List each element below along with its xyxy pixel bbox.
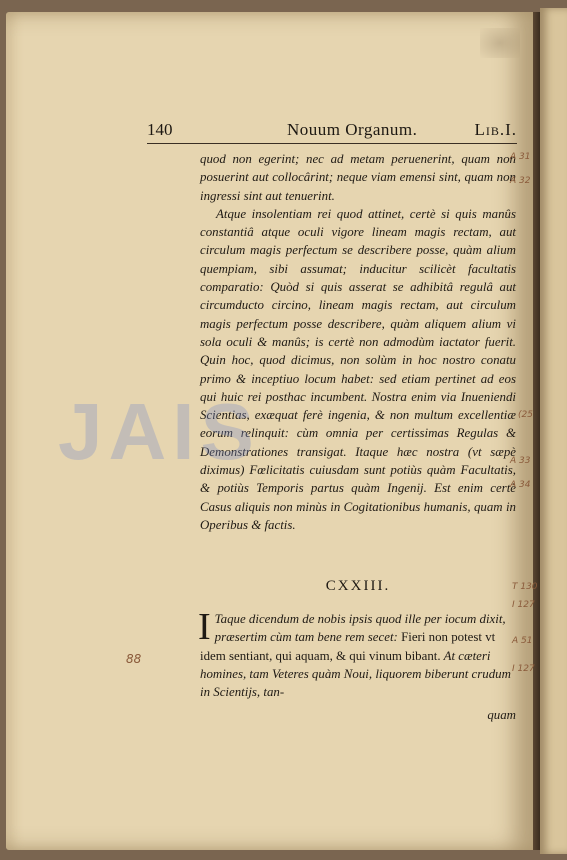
margin-note: (25 [518, 410, 533, 420]
margin-note: 88 [126, 652, 142, 666]
book-gutter [533, 12, 540, 850]
catchword: quam [487, 708, 516, 722]
watermark: JAIS [58, 387, 260, 476]
margin-note: I 127 [512, 600, 535, 610]
running-title: Nouum Organum. [287, 120, 418, 139]
section-text-italic: Taque dicendum de nobis ipsis quod ille per iocum dixit, præsertim cùm tam bene rem secet: [214, 612, 506, 645]
page-number: 140 [147, 120, 173, 139]
facing-page-edge [540, 8, 567, 854]
header-rule [147, 143, 517, 144]
margin-note: I 127 [512, 664, 535, 674]
running-head [147, 120, 517, 142]
section-text-roman: Fieri non potest vt idem sentiant, qui aquam, & qui vinum bibant. [200, 630, 496, 663]
book-number: Lib.I. [474, 120, 517, 139]
drop-capital: I [198, 606, 211, 648]
paragraph: quod non egerint; nec ad metam peruenerint, quam non posuerint aut collocârint; neque viam emensi sint, quam non ingressi sint aut tenuerint. [200, 152, 516, 203]
margin-note: T 130 [512, 582, 538, 592]
paper-stain [480, 28, 520, 58]
margin-note: A 32 [510, 176, 531, 186]
margin-note: A 34 [510, 480, 531, 490]
margin-note: A 33 [510, 456, 531, 466]
paragraph: Atque insolentiam rei quod attinet, certè si quis manûs constantiâ atque oculi vigore lineam magis rectam, aut circulum magis perfectum se describere posse, quàm alium quempiam, sibi assumat; inducitur scilicèt facultatis comparatio: Quòd si quis asserat se adhibitâ regulâ aut circumducto circino, lineam magis rectam, aut circulum magis perfectum posse describere, quàm aliquem alium vi sola oculi & manûs; is certè non admodùm iactator fuerit. Quin hoc, quod dicimus, non solùm in hoc nostro conatu primo & inceptiuo locum habet: sed etiam pertinet ad eos qui huic rei posthac incumbent. Nostra enim via Inueniendi Scientias, exæquat ferè ingenia, & non multum excellentiæ eorum relinquit: cùm omnia per certissimas Regulas & Demonstrationes transigat. Itaque hæc nostra (vt sæpè diximus) Fœlicitatis cuiusdam sunt potiùs quàm Facultatis, & potiùs Temporis partus quàm Ingenij. Est enim certè Casus aliquis non minùs in Cogitationibus humanis, quam in Operibus & factis. [200, 206, 516, 532]
section-text [198, 606, 516, 701]
section-text-italic: At cæteri homines, tam Veteres quàm Noui, liquorem biberunt crudum in Scientijs, tan- [200, 648, 511, 700]
section-heading: CXXIII. [325, 578, 391, 594]
margin-note: A 31 [510, 152, 531, 162]
margin-note: A 51 [512, 636, 533, 646]
